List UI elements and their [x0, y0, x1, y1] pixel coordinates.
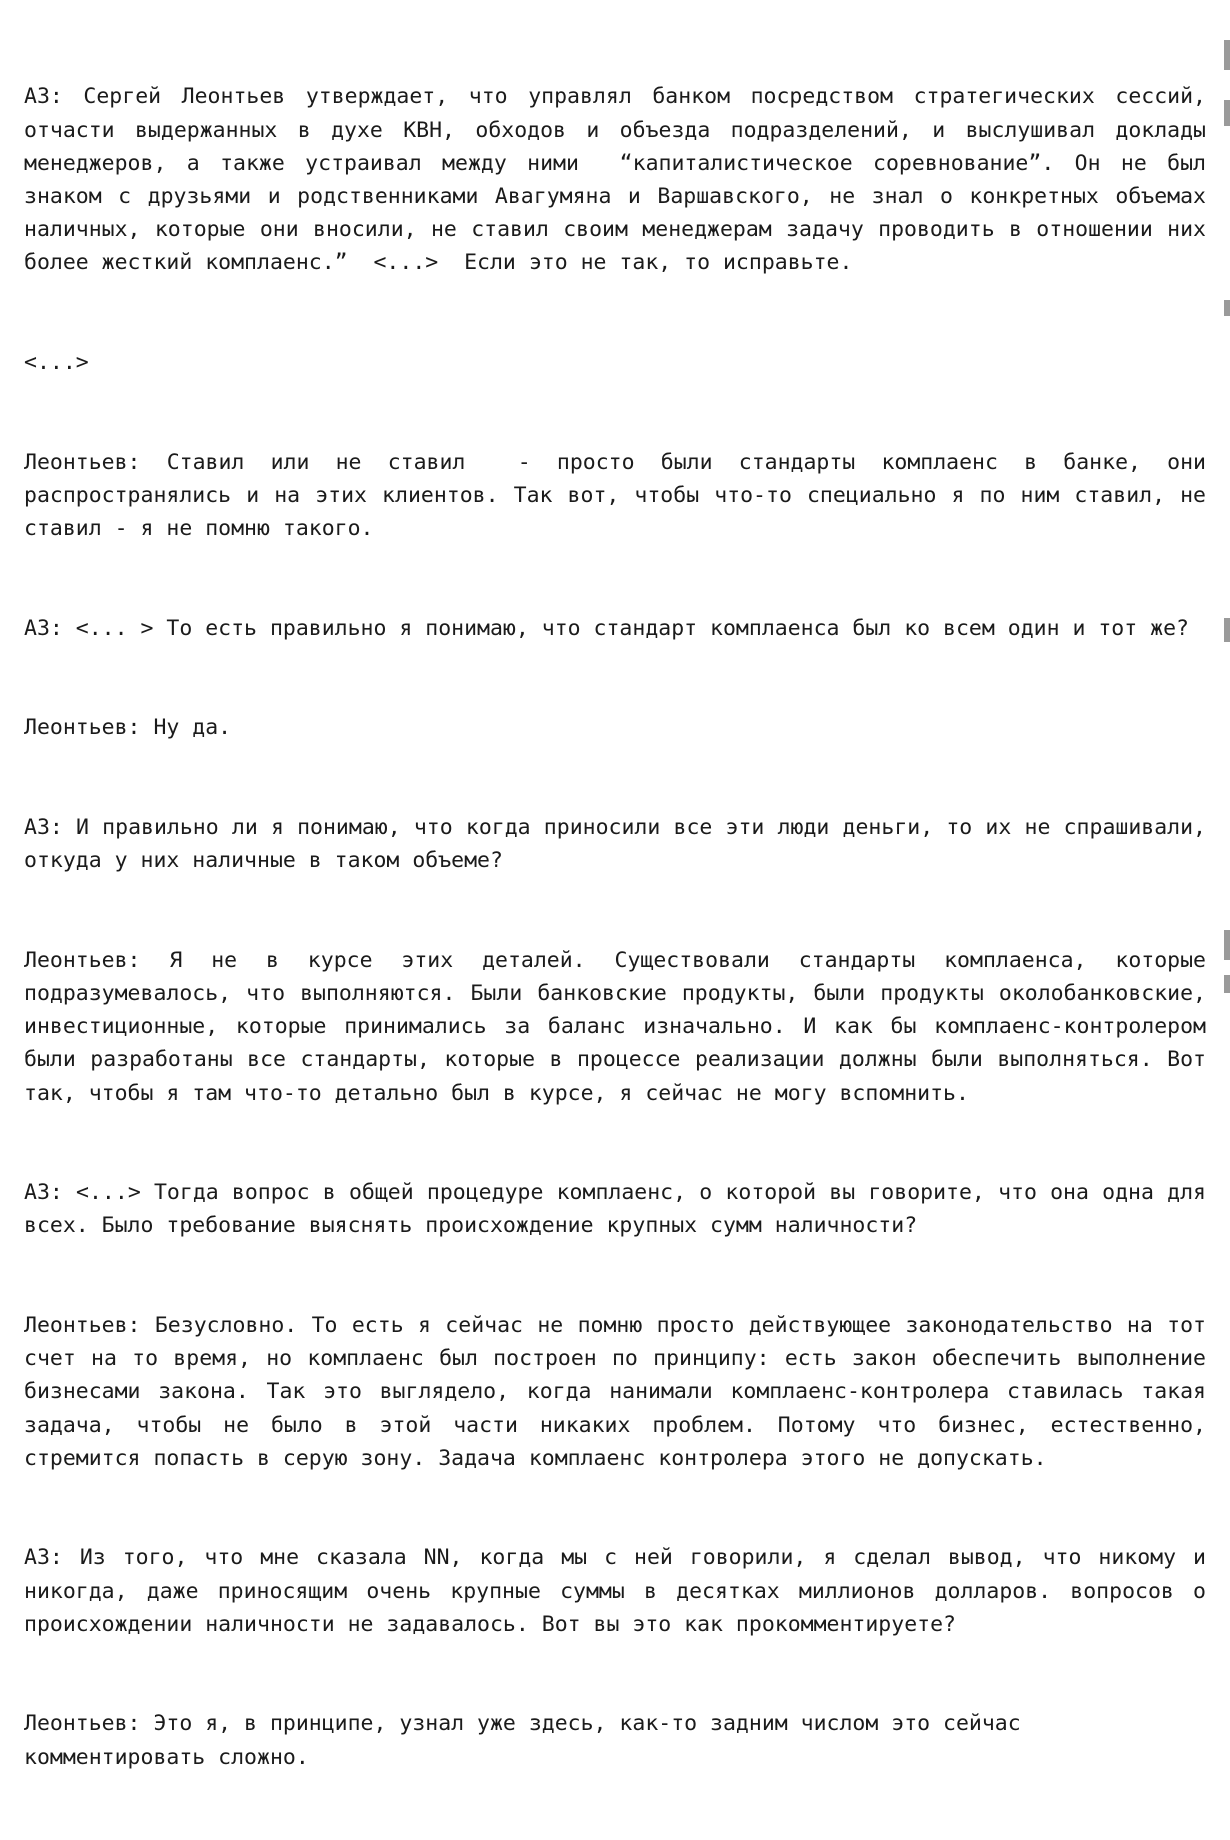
- transcript-paragraph: <...>: [24, 350, 89, 376]
- transcript-body: [24, 14, 1219, 1840]
- transcript-paragraph: Леонтьев: Безусловно. То есть я сейчас не помню просто действующее законодательство на тот счет на то время, но комплаенс был построен по принципу: есть закон обеспечить выполнение бизнесами закона. Так это выглядело, когда нанимали комплаенс-контролера ставилась такая задача, чтобы не было в этой части никаких проблем. Потому что бизнес, естественно, стремится попасть в серую зону. Задача комплаенс контролера этого не допускать.: [24, 1312, 1219, 1471]
- transcript-paragraph: Леонтьев: Ну да.: [24, 715, 232, 741]
- transcript-paragraph: Леонтьев: Я не в курсе этих деталей. Существовали стандарты комплаенса, которые подразумевалось, что выполняются. Были банковские продукты, были продукты околобанковские, инвестиционные, которые принимались за баланс изначально. И как бы комплаенс-контролером были разработаны все стандарты, которые в процессе реализации должны были выполняться. Вот так, чтобы я там что-то детально был в курсе, я сейчас не могу вспомнить.: [24, 947, 1219, 1106]
- scan-mark: [1224, 300, 1230, 316]
- scan-edge-artifacts: [1220, 0, 1230, 1338]
- transcript-paragraph: АЗ: <... > То есть правильно я понимаю, что стандарт комплаенса был ко всем один и тот же?: [24, 615, 1189, 641]
- scan-mark: [1224, 100, 1230, 126]
- transcript-paragraph: АЗ: И правильно ли я понимаю, что когда приносили все эти люди деньги, то их не спрашивали, откуда у них наличные в таком объеме?: [24, 814, 1219, 874]
- transcript-paragraph: АЗ: Из того, что мне сказала NN, когда мы с ней говорили, я сделал вывод, что никому и никогда, даже приносящим очень крупные суммы в десятках миллионов долларов. вопросов о происхождении наличности не задавалось. Вот вы это как прокомментируете?: [24, 1545, 1219, 1637]
- scan-mark: [1224, 975, 1230, 993]
- transcript-paragraph: Леонтьев: Это я, в принципе, узнал уже здесь, как-то задним числом это сейчас комментировать сложно.: [24, 1711, 1034, 1770]
- scan-mark: [1224, 930, 1230, 960]
- scan-mark: [1224, 618, 1230, 642]
- transcript-paragraph: АЗ: <...> Тогда вопрос в общей процедуре комплаенс, о которой вы говорите, что она одна для всех. Было требование выяснять происхождение крупных сумм наличности?: [24, 1180, 1219, 1239]
- transcript-paragraph: АЗ: Сергей Леонтьев утверждает, что управлял банком посредством стратегических сессий, отчасти выдержанных в духе КВН, обходов и объезда подразделений, и выслушивал доклады менеджеров, а также устраивал между ними “капиталистическое соревнование”. Он не был знаком с друзьями и родственниками Авагумяна и Варшавского, не знал о конкретных объемах наличных, которые они вносили, не ставил своим менеджерам задачу проводить в отношении них более жесткий комплаенс.” <...> Если это не так, то исправьте.: [24, 84, 1219, 276]
- scan-mark: [1224, 40, 1230, 70]
- transcript-paragraph: Леонтьев: Ставил или не ставил - просто были стандарты комплаенс в банке, они распространялись и на этих клиентов. Так вот, чтобы что-то специально я по ним ставил, не ставил - я не помню такого.: [24, 449, 1219, 542]
